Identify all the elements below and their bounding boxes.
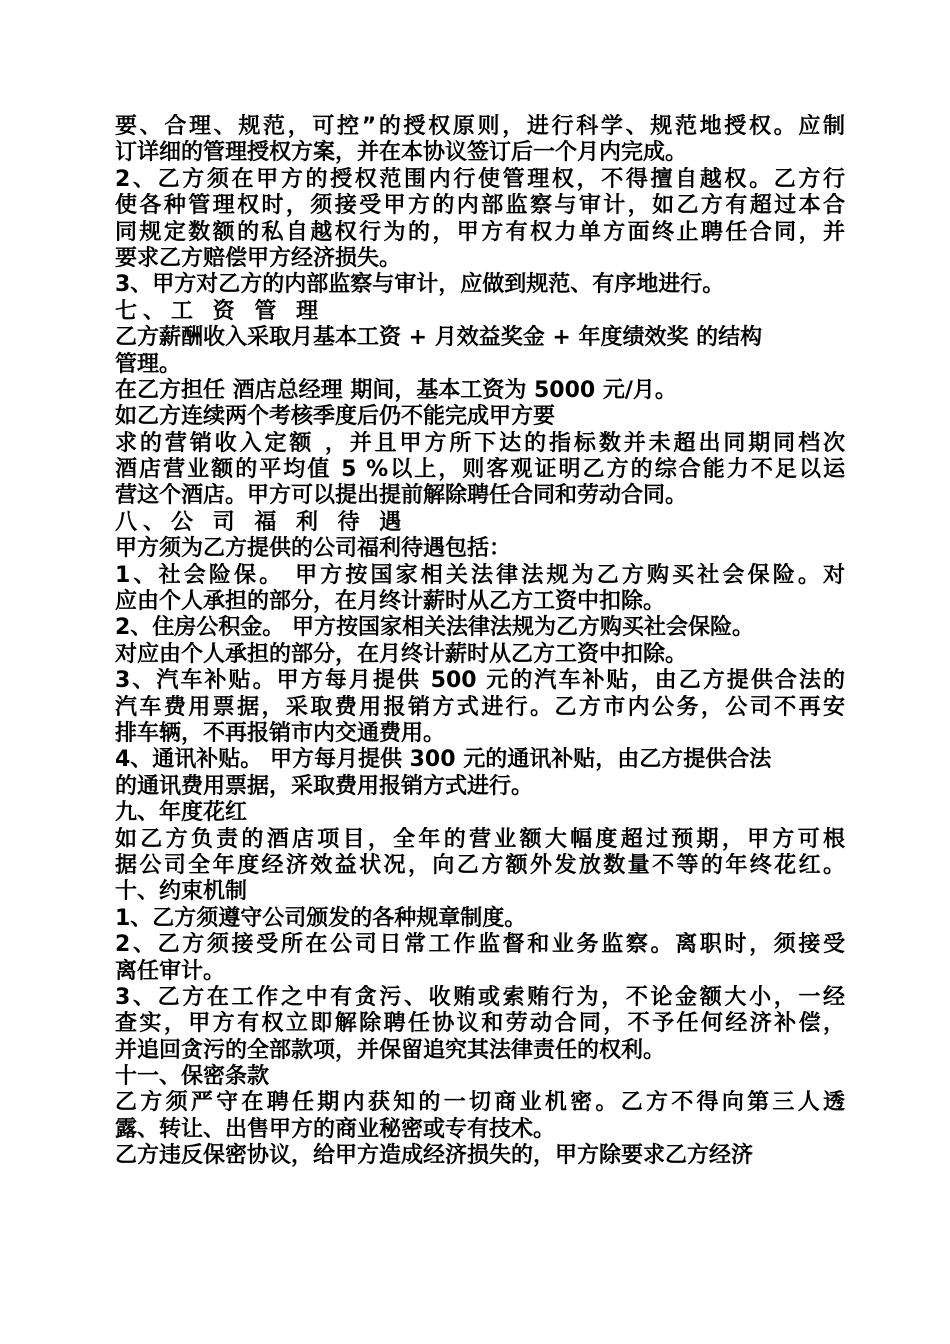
section-heading: 十一、保密条款 <box>115 1064 270 1090</box>
text-line: 4、通讯补贴。 甲方每月提供 300 元的通讯补贴，由乙方提供合法 <box>115 747 772 773</box>
text-line: 排车辆，不再报销市内交通费用。 <box>115 720 446 746</box>
text-line: 要、合理、规范，可控”的授权原则，进行科学、规范地授权。应制 <box>115 114 845 139</box>
text-line: 并追回贪污的全部款项，并保留追究其法律责任的权利。 <box>115 1037 666 1063</box>
text-line: 营这个酒店。甲方可以提出提前解除聘任合同和劳动合同。 <box>115 483 688 509</box>
section-heading: 九、年度花红 <box>115 800 248 826</box>
text-line: 要求乙方赔偿甲方经济损失。 <box>115 245 402 271</box>
text-line: 如乙方负责的酒店项目，全年的营业额大幅度超过预期，甲方可根 <box>115 826 845 852</box>
text-line: 如乙方连续两个考核季度后仍不能完成甲方要 <box>115 404 556 430</box>
text-line: 3、汽车补贴。甲方每月提供 500 元的汽车补贴，由乙方提供合法的 <box>115 668 845 694</box>
text-line: 对应由个人承担的部分，在月终计薪时从乙方工资中扣除。 <box>115 641 688 667</box>
text-line: 3、乙方在工作之中有贪污、收贿或索贿行为，不论金额大小，一经 <box>115 984 845 1010</box>
text-line: 2、住房公积金。 甲方按国家相关法律法规为乙方购买社会保险。 <box>115 615 754 641</box>
section-heading: 七、工 资 管 理 <box>115 298 324 324</box>
text-line: 乙方须严守在聘任期内获知的一切商业机密。乙方不得向第三人透 <box>115 1090 845 1116</box>
text-line: 甲方须为乙方提供的公司福利待遇包括： <box>115 536 512 562</box>
section-heading: 八、公 司 福 利 待 遇 <box>115 509 408 535</box>
text-line: 露、转让、出售甲方的商业秘密或专有技术。 <box>115 1116 556 1142</box>
document-body <box>115 114 845 1170</box>
text-line: 求的营销收入定额 ，并且甲方所下达的指标数并未超出同期同档次 <box>115 430 845 456</box>
text-line: 应由个人承担的部分，在月终计薪时从乙方工资中扣除。 <box>115 589 666 615</box>
text-line: 乙方违反保密协议，给甲方造成经济损失的，甲方除要求乙方经济 <box>115 1143 754 1169</box>
text-line: 3、甲方对乙方的内部监察与审计，应做到规范、有序地进行。 <box>115 272 725 298</box>
section-heading: 十、约束机制 <box>115 879 248 905</box>
text-line: 2、乙方须在甲方的授权范围内行使管理权，不得擅自越权。乙方行 <box>115 166 845 192</box>
text-line: 据公司全年度经济效益状况，向乙方额外发放数量不等的年终花红。 <box>115 852 845 878</box>
text-line: 1、社会险保。 甲方按国家相关法律法规为乙方购买社会保险。对 <box>115 562 845 588</box>
text-line: 1、乙方须遵守公司颁发的各种规章制度。 <box>115 905 527 931</box>
text-line: 查实，甲方有权立即解除聘任协议和劳动合同，不予任何经济补偿， <box>115 1011 845 1037</box>
text-line: 离任审计。 <box>115 958 226 984</box>
text-line: 管理。 <box>115 351 182 377</box>
text-line: 2、乙方须接受所在公司日常工作监督和业务监察。离职时，须接受 <box>115 932 845 958</box>
text-line: 在乙方担任 酒店总经理 期间，基本工资为 5000 元/月。 <box>115 377 677 403</box>
text-line: 汽车费用票据，采取费用报销方式进行。乙方市内公务，公司不再安 <box>115 694 845 720</box>
text-line: 的通讯费用票据，采取费用报销方式进行。 <box>115 773 534 799</box>
text-line: 乙方薪酬收入采取月基本工资 + 月效益奖金 + 年度绩效奖 的结构 <box>115 325 763 351</box>
text-line: 订详细的管理授权方案，并在本协议签订后一个月内完成。 <box>115 140 688 166</box>
text-line: 酒店营业额的平均值 5 %以上，则客观证明乙方的综合能力不足以运 <box>115 457 845 483</box>
text-line: 同规定数额的私自越权行为的，甲方有权力单方面终止聘任合同，并 <box>115 219 845 245</box>
text-line: 使各种管理权时，须接受甲方的内部监察与审计，如乙方有超过本合 <box>115 193 845 219</box>
